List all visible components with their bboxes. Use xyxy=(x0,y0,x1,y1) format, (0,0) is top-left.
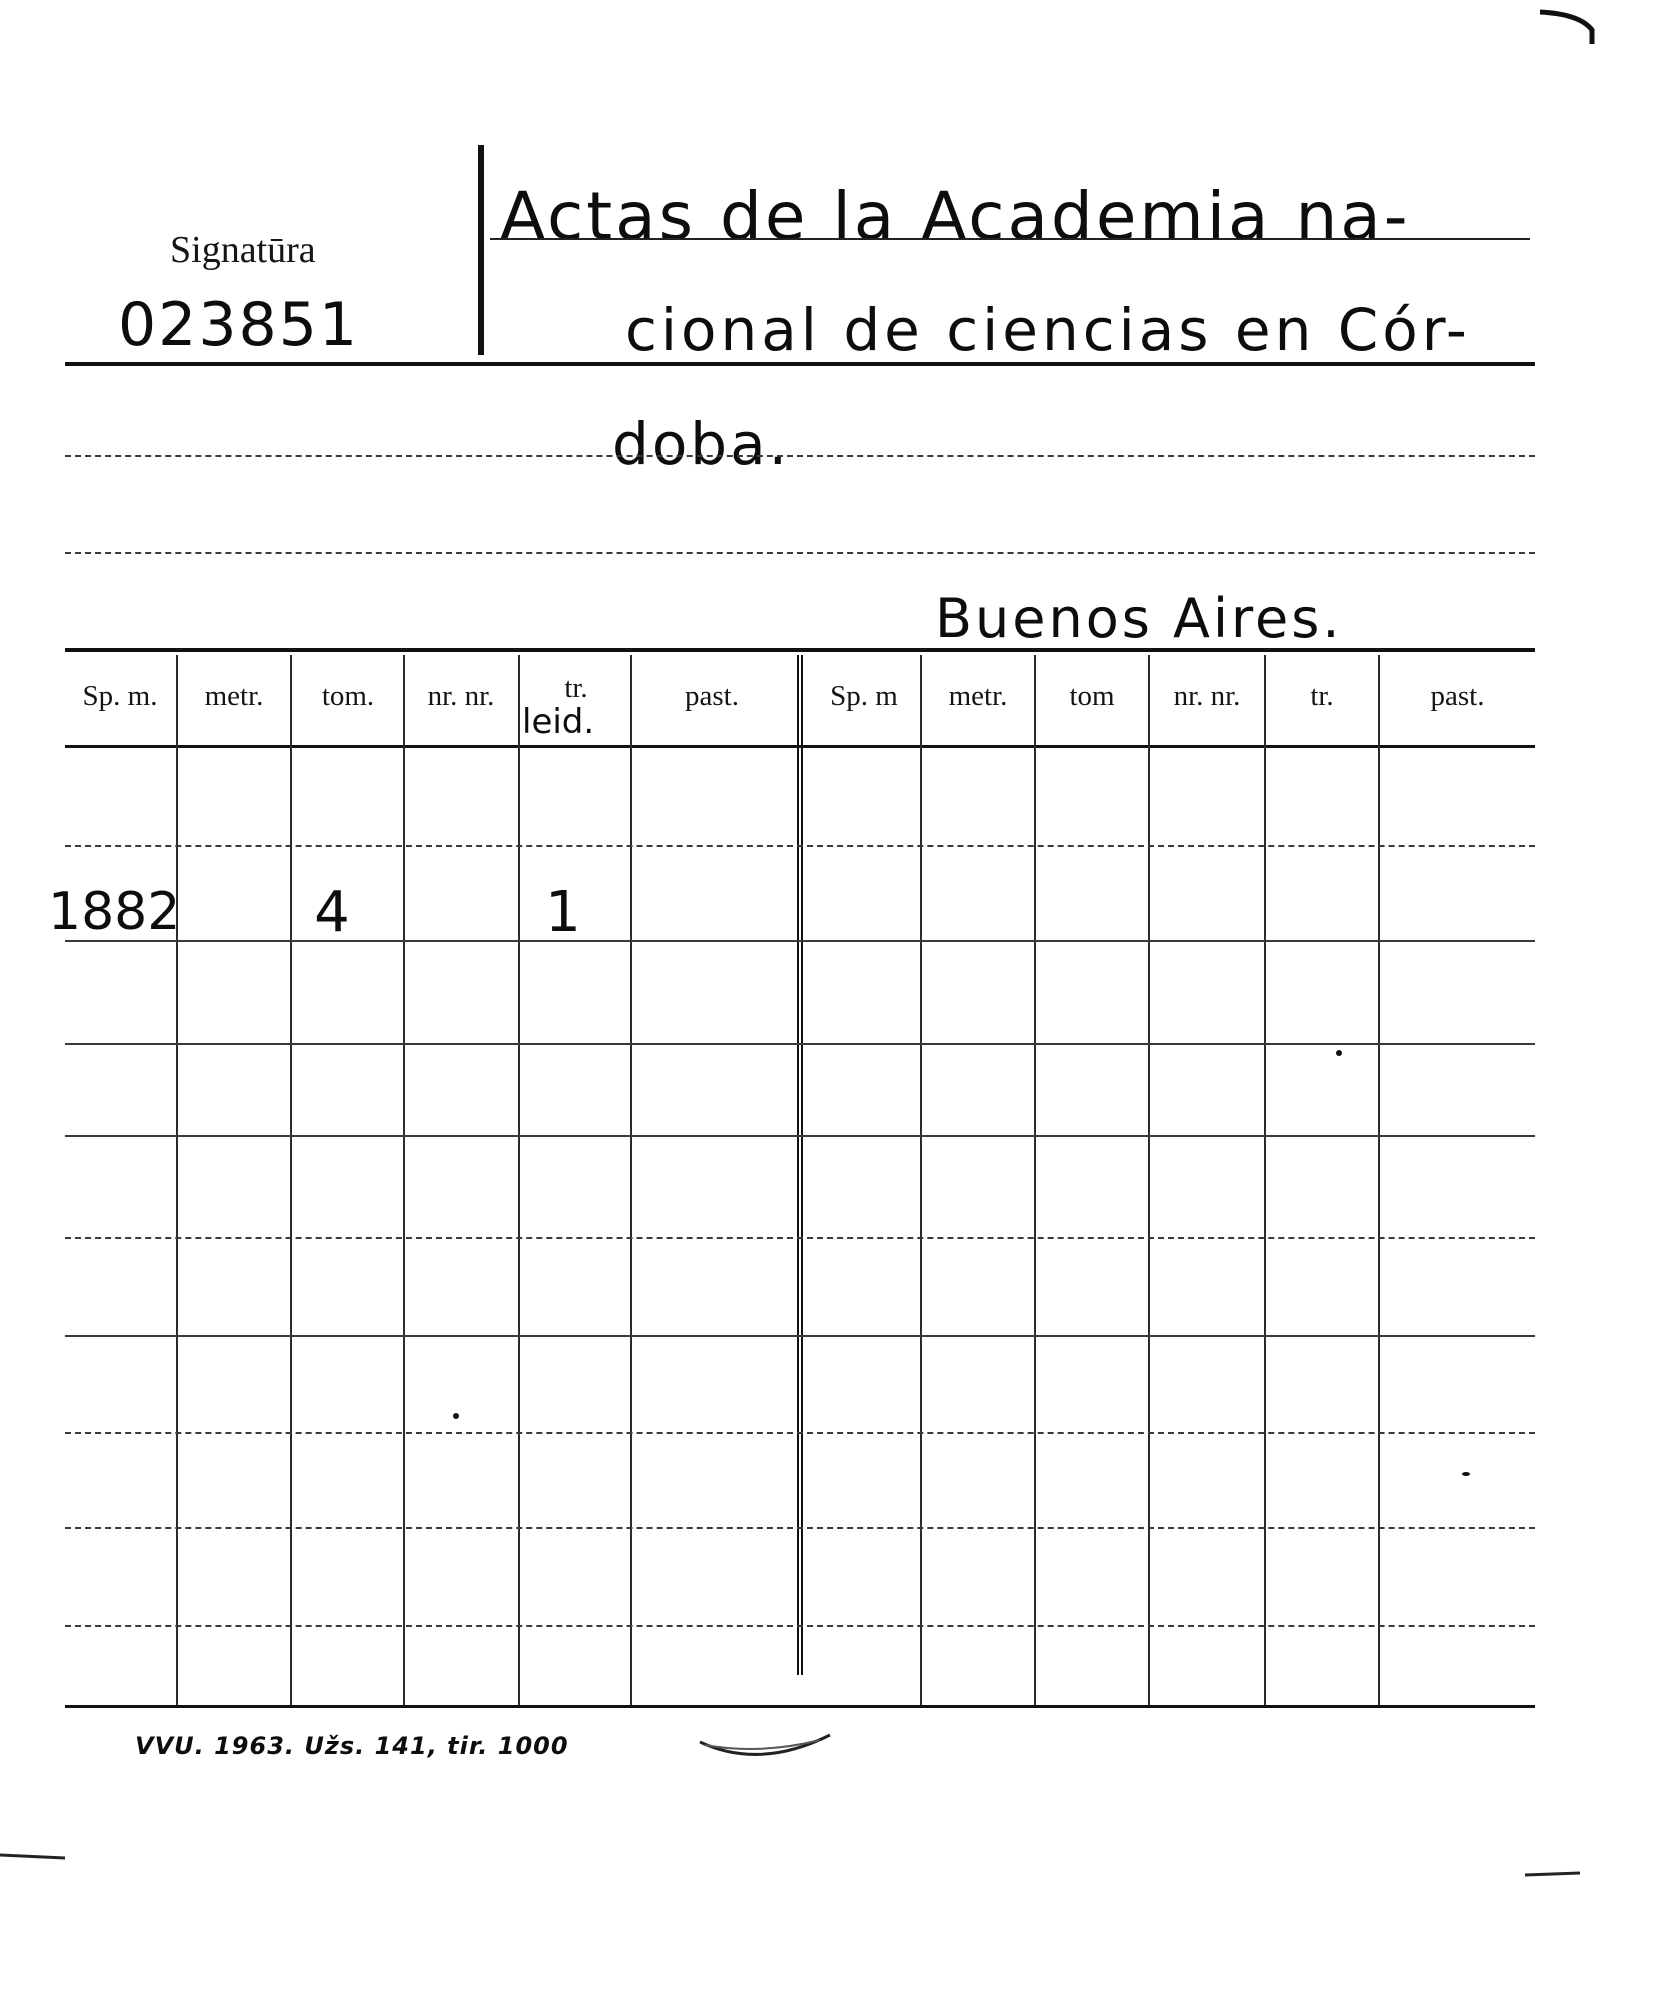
entry-tr: 1 xyxy=(545,880,581,945)
title-rule-1 xyxy=(490,238,1530,240)
entry-year: 1882 xyxy=(48,882,181,942)
row-rule xyxy=(65,1043,1535,1045)
col-rule xyxy=(403,655,405,1705)
left-header-tr: tr. xyxy=(564,672,588,704)
row-rule xyxy=(65,1135,1535,1137)
right-header-tr: tr. xyxy=(1310,680,1334,712)
left-header-nrnr: nr. nr. xyxy=(427,680,495,712)
right-header-metr: metr. xyxy=(948,680,1008,712)
title-line-3: doba. xyxy=(612,410,791,478)
row-rule xyxy=(65,1237,1535,1239)
left-header-spm: Sp. m. xyxy=(82,680,158,712)
table-top-rule xyxy=(65,648,1535,652)
col-rule xyxy=(1378,655,1380,1705)
left-header-tom: tom. xyxy=(321,680,375,712)
row-rule xyxy=(65,1527,1535,1529)
signature-number: 023851 xyxy=(118,290,360,360)
right-header-past: past. xyxy=(1430,680,1485,712)
left-header-metr: metr. xyxy=(204,680,264,712)
right-header-nrnr: nr. nr. xyxy=(1173,680,1241,712)
col-rule xyxy=(1148,655,1150,1705)
right-header-tom: tom xyxy=(1069,680,1115,712)
col-rule xyxy=(920,655,922,1705)
ink-speck xyxy=(1462,1472,1470,1476)
col-rule xyxy=(630,655,632,1705)
header-rule xyxy=(65,362,1535,366)
row-rule xyxy=(65,845,1535,847)
title-rule-3 xyxy=(65,455,1535,457)
place-of-publication: Buenos Aires. xyxy=(935,587,1343,650)
col-rule xyxy=(176,655,178,1705)
left-tr-annotation: leid. xyxy=(522,702,595,742)
entry-tom: 4 xyxy=(314,880,350,945)
col-rule xyxy=(290,655,292,1705)
row-rule xyxy=(65,1432,1535,1434)
col-rule xyxy=(1264,655,1266,1705)
printer-imprint: VVU. 1963. Užs. 141, tir. 1000 xyxy=(135,1732,569,1760)
right-header-spm: Sp. m xyxy=(830,680,898,712)
left-header-past: past. xyxy=(685,680,739,712)
title-line-2: cional de ciencias en Cór- xyxy=(625,296,1471,364)
col-rule xyxy=(1034,655,1036,1705)
row-rule xyxy=(65,940,1535,942)
signature-label: Signatūra xyxy=(170,229,316,271)
center-double-rule xyxy=(797,655,803,1675)
row-rule xyxy=(65,1335,1535,1337)
title-divider xyxy=(478,145,484,355)
col-rule xyxy=(518,655,520,1705)
row-rule xyxy=(65,1625,1535,1627)
blank-rule xyxy=(65,552,1535,554)
title-line-1: Actas de la Academia na- xyxy=(500,178,1411,255)
ink-speck xyxy=(1336,1050,1342,1056)
ink-speck xyxy=(453,1413,459,1419)
table-bottom-rule xyxy=(65,1705,1535,1708)
